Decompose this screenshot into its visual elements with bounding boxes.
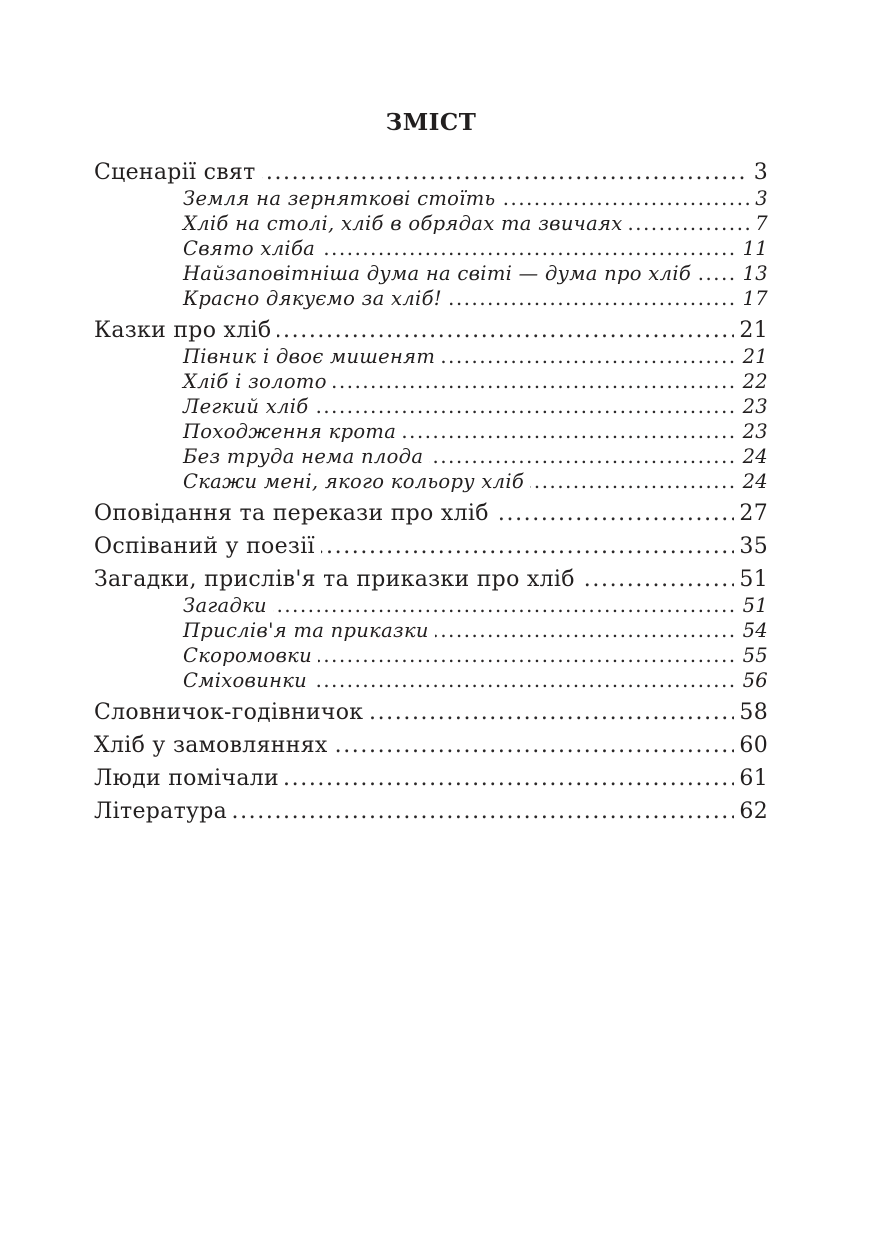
toc-entry-title: Хліб на столі, хліб в обрядах та звичаях	[183, 211, 629, 236]
toc-entry-page: 22	[738, 369, 768, 394]
toc-entry-title: Красно дякуємо за хліб!	[183, 286, 448, 311]
toc-entry-page: 54	[738, 618, 768, 643]
toc-entry-title: Півник і двоє мишенят	[183, 344, 441, 369]
toc-entry-page: 27	[734, 501, 768, 527]
toc-entry-page: 7	[750, 211, 768, 236]
toc-entry-page: 23	[738, 394, 768, 419]
toc-entry-title: Сценарії свят	[94, 160, 262, 186]
toc-entry	[183, 419, 768, 444]
toc-list	[94, 160, 768, 825]
toc-entry-page: 60	[734, 733, 768, 759]
toc-entry-page: 21	[738, 344, 768, 369]
toc-entry-title: Хліб і золото	[183, 369, 333, 394]
toc-entry	[183, 186, 768, 211]
toc-entry-title: Загадки, прислів'я та приказки про хліб	[94, 567, 581, 593]
toc-entry-title: Свято хліба	[183, 236, 321, 261]
toc-entry-title: Словничок-годівничок	[94, 700, 369, 726]
toc-entry-page: 35	[734, 534, 768, 560]
toc-entry	[183, 444, 768, 469]
toc-entry-page: 56	[738, 668, 768, 693]
toc-entry-title: Легкий хліб	[183, 394, 314, 419]
toc-entry	[183, 643, 768, 668]
toc-entry-title: Скажи мені, якого кольору хліб	[183, 469, 530, 494]
toc-entry-page: 17	[738, 286, 768, 311]
toc-entry	[183, 211, 768, 236]
toc-entry	[94, 766, 768, 792]
toc-entry	[94, 501, 768, 527]
toc-entry	[183, 369, 768, 394]
toc-entry	[183, 593, 768, 618]
toc-entry-page: 55	[738, 643, 768, 668]
toc-entry-title: Оповідання та перекази про хліб	[94, 501, 495, 527]
toc-entry-title: Хліб у замовляннях	[94, 733, 334, 759]
toc-entry-title: Люди помічали	[94, 766, 285, 792]
toc-entry-title: Без труда нема плода	[183, 444, 429, 469]
toc-entry	[94, 160, 768, 186]
toc-entry-title: Скоромовки	[183, 643, 318, 668]
toc-entry-page: 3	[749, 160, 768, 186]
toc-entry	[94, 534, 768, 560]
toc-entry	[94, 318, 768, 344]
toc-entry-title: Найзаповітніша дума на світі — дума про хліб	[183, 261, 697, 286]
toc-entry-page: 58	[734, 700, 768, 726]
toc-entry	[94, 799, 768, 825]
toc-entry	[183, 394, 768, 419]
toc-entry	[183, 618, 768, 643]
toc-entry-title: Походження крота	[183, 419, 402, 444]
toc-entry-title: Казки про хліб	[94, 318, 277, 344]
toc-entry-title: Сміховинки	[183, 668, 313, 693]
toc-entry	[183, 344, 768, 369]
toc-entry-page: 11	[738, 236, 768, 261]
toc-entry	[183, 286, 768, 311]
toc-entry-page: 3	[750, 186, 768, 211]
toc-entry-title: Оспіваний у поезії	[94, 534, 321, 560]
page-title: ЗМІСТ	[385, 109, 477, 136]
toc-entry-page: 24	[738, 469, 768, 494]
toc-content	[94, 108, 768, 825]
toc-entry	[183, 668, 768, 693]
toc-entry	[94, 567, 768, 593]
toc-entry-page: 23	[738, 419, 768, 444]
toc-entry-page: 13	[738, 261, 768, 286]
toc-entry-page: 21	[734, 318, 768, 344]
toc-entry-title: Загадки	[183, 593, 273, 618]
toc-entry	[94, 700, 768, 726]
toc-entry	[94, 733, 768, 759]
toc-entry-page: 62	[734, 799, 768, 825]
toc-entry-page: 24	[738, 444, 768, 469]
toc-entry	[183, 469, 768, 494]
toc-entry-page: 61	[734, 766, 768, 792]
toc-entry-title: Література	[94, 799, 233, 825]
toc-entry	[183, 261, 768, 286]
toc-entry	[183, 236, 768, 261]
toc-entry-title: Земля на зернятковi стоїть	[183, 186, 501, 211]
toc-entry-page: 51	[734, 567, 768, 593]
toc-entry-page: 51	[738, 593, 768, 618]
toc-entry-title: Прислів'я та приказки	[183, 618, 435, 643]
